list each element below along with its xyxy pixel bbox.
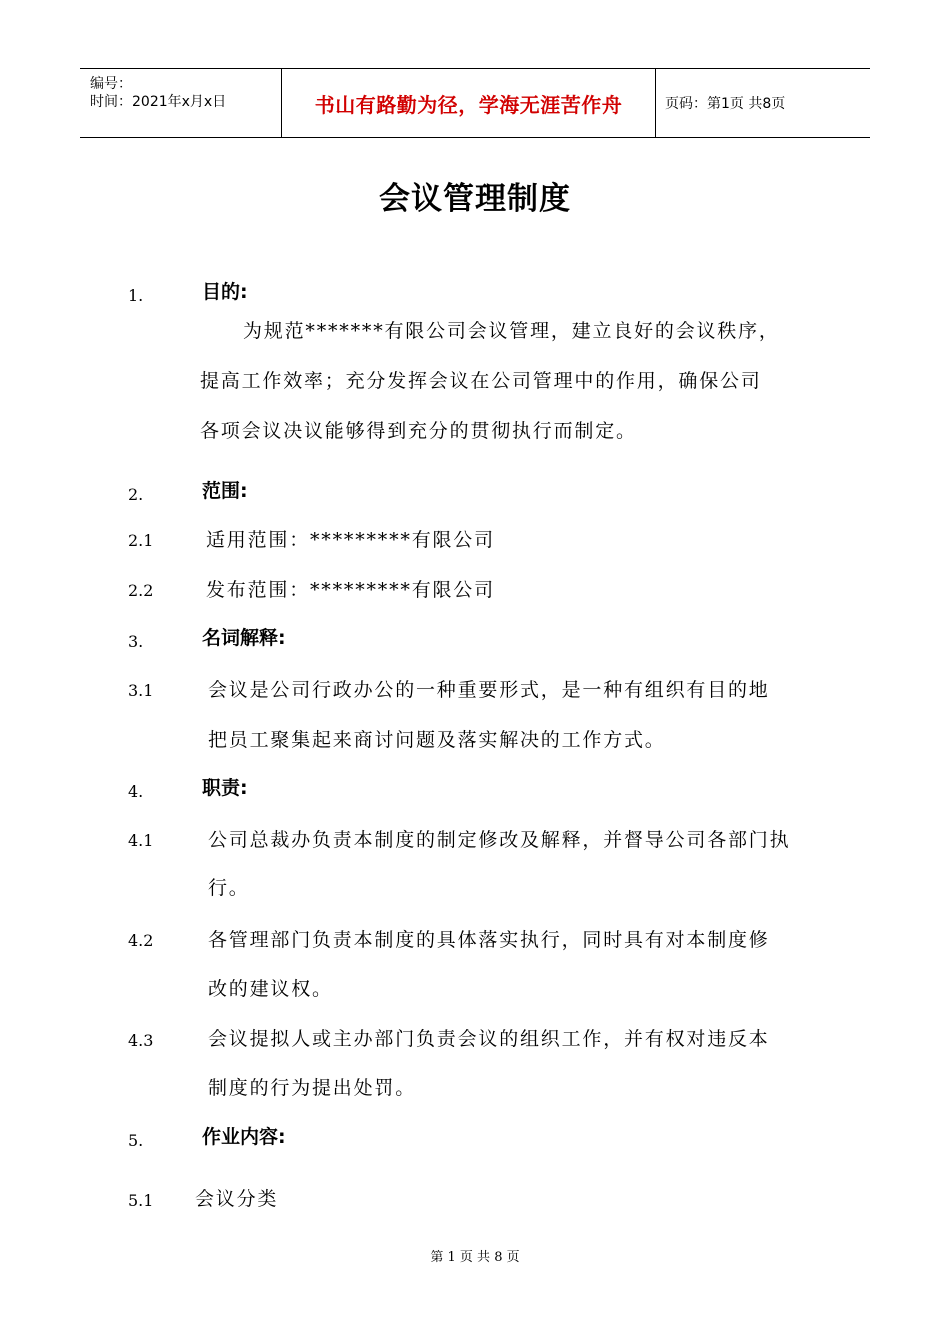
paragraph-line: 为规范*******有限公司会议管理，建立良好的会议秩序， [243,320,780,342]
item-text: 会议是公司行政办公的一种重要形式，是一种有组织有目的地 [208,679,770,701]
section-heading: 范围: [202,480,248,502]
page-footer: 第 1 页 共 8 页 [430,1250,520,1265]
document-time-label: 时间：2021年x月x日 [90,94,227,110]
motto-text: 书山有路勤为径，学海无涯苦作舟 [314,92,623,117]
item-text: 公司总裁办负责本制度的制定修改及解释，并督导公司各部门执 [208,829,791,851]
item-number: 4.3 [128,1031,154,1050]
item-number: 5.1 [128,1191,154,1210]
section-heading: 作业内容: [202,1126,286,1148]
header-meta-cell [80,69,282,137]
document-number-label: 编号： [90,76,132,92]
page-info: 页码：第1页 共8页 [665,96,786,112]
item-number: 4.1 [128,831,154,850]
item-number: 2.2 [128,581,154,600]
item-text: 发布范围：*********有限公司 [206,579,495,601]
item-text: 改的建议权。 [208,978,333,1000]
header-page-cell [656,69,870,137]
paragraph-line: 各项会议决议能够得到充分的贯彻执行而制定。 [200,420,637,442]
item-text: 适用范围：*********有限公司 [206,529,495,551]
item-text: 会议提拟人或主办部门负责会议的组织工作，并有权对违反本 [208,1028,770,1050]
section-heading: 目的: [202,281,248,303]
item-text: 行。 [208,877,250,899]
section-number: 5. [128,1131,144,1150]
item-number: 4.2 [128,931,154,950]
section-heading: 职责: [202,777,248,799]
section-number: 2. [128,485,144,504]
item-text: 各管理部门负责本制度的具体落实执行，同时具有对本制度修 [208,929,770,951]
section-heading: 名词解释: [202,627,286,649]
item-text: 会议分类 [195,1188,279,1210]
header-motto-cell [282,69,656,137]
item-number: 2.1 [128,531,154,550]
item-text: 制度的行为提出处罚。 [208,1077,417,1099]
item-number: 3.1 [128,681,154,700]
section-number: 3. [128,632,144,651]
document-title: 会议管理制度 [379,181,571,217]
document-header [80,68,870,138]
paragraph-line: 提高工作效率；充分发挥会议在公司管理中的作用，确保公司 [200,370,762,392]
section-number: 1. [128,286,144,305]
section-number: 4. [128,782,144,801]
item-text: 把员工聚集起来商讨问题及落实解决的工作方式。 [208,729,666,751]
